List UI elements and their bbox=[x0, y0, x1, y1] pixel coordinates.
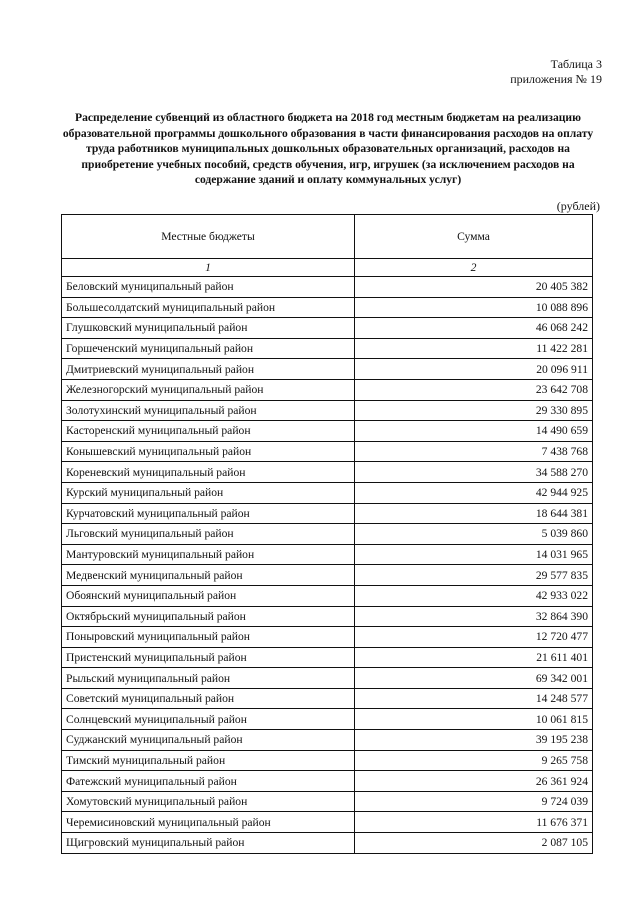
table-row bbox=[62, 771, 593, 792]
district-name: Щигровский муниципальный район bbox=[62, 833, 355, 854]
district-sum: 9 265 758 bbox=[355, 750, 593, 771]
district-sum: 9 724 039 bbox=[355, 791, 593, 812]
table-row bbox=[62, 277, 593, 298]
district-name: Поныровский муниципальный район bbox=[62, 627, 355, 648]
table-row bbox=[62, 318, 593, 339]
table-row bbox=[62, 585, 593, 606]
district-sum: 20 096 911 bbox=[355, 359, 593, 380]
table-row bbox=[62, 421, 593, 442]
district-name: Солнцевский муниципальный район bbox=[62, 709, 355, 730]
district-name: Железногорский муниципальный район bbox=[62, 379, 355, 400]
district-sum: 32 864 390 bbox=[355, 606, 593, 627]
table-row bbox=[62, 750, 593, 771]
budget-table bbox=[61, 214, 593, 854]
district-sum: 14 248 577 bbox=[355, 688, 593, 709]
district-sum: 12 720 477 bbox=[355, 627, 593, 648]
district-sum: 10 061 815 bbox=[355, 709, 593, 730]
district-sum: 14 490 659 bbox=[355, 421, 593, 442]
district-name: Касторенский муниципальный район bbox=[62, 421, 355, 442]
table-row bbox=[62, 791, 593, 812]
district-sum: 11 676 371 bbox=[355, 812, 593, 833]
district-sum: 18 644 381 bbox=[355, 503, 593, 524]
appendix-label: приложения № 19 bbox=[510, 72, 602, 86]
district-sum: 42 933 022 bbox=[355, 585, 593, 606]
district-sum: 39 195 238 bbox=[355, 730, 593, 751]
table-label: Таблица 3 bbox=[550, 57, 602, 71]
district-name: Кореневский муниципальный район bbox=[62, 462, 355, 483]
district-sum: 7 438 768 bbox=[355, 441, 593, 462]
table-row bbox=[62, 482, 593, 503]
district-name: Фатежский муниципальный район bbox=[62, 771, 355, 792]
table-row bbox=[62, 606, 593, 627]
district-sum: 14 031 965 bbox=[355, 544, 593, 565]
district-sum: 26 361 924 bbox=[355, 771, 593, 792]
units-label: (рублей) bbox=[556, 199, 600, 213]
district-sum: 34 588 270 bbox=[355, 462, 593, 483]
district-name: Курчатовский муниципальный район bbox=[62, 503, 355, 524]
district-name: Пристенский муниципальный район bbox=[62, 647, 355, 668]
document-title: Распределение субвенций из областного бюджета на 2018 год местным бюджетам на реализацию образовательной программы дошкольного образования в части финансирования расходов на оплату труда работников муниципальных дошкольных образовательных организаций, расходов на приобретение учебных пособий, средств обучения, игр, игрушек (за исключением расходов на содержание зданий и оплату коммунальных услуг) bbox=[62, 111, 594, 187]
district-name: Медвенский муниципальный район bbox=[62, 565, 355, 586]
district-sum: 2 087 105 bbox=[355, 833, 593, 854]
district-name: Октябрьский муниципальный район bbox=[62, 606, 355, 627]
district-name: Хомутовский муниципальный район bbox=[62, 791, 355, 812]
district-name: Дмитриевский муниципальный район bbox=[62, 359, 355, 380]
table-row bbox=[62, 565, 593, 586]
district-name: Черемисиновский муниципальный район bbox=[62, 812, 355, 833]
table-row bbox=[62, 812, 593, 833]
table-row bbox=[62, 503, 593, 524]
table-row bbox=[62, 338, 593, 359]
district-name: Конышевский муниципальный район bbox=[62, 441, 355, 462]
district-name: Курский муниципальный район bbox=[62, 482, 355, 503]
district-name: Обоянский муниципальный район bbox=[62, 585, 355, 606]
table-row bbox=[62, 668, 593, 689]
district-sum: 29 330 895 bbox=[355, 400, 593, 421]
header-row bbox=[62, 215, 593, 259]
column-header-budgets: Местные бюджеты bbox=[62, 215, 355, 259]
table-row bbox=[62, 400, 593, 421]
table-row bbox=[62, 297, 593, 318]
district-sum: 46 068 242 bbox=[355, 318, 593, 339]
table-row bbox=[62, 441, 593, 462]
table-row bbox=[62, 709, 593, 730]
district-sum: 69 342 001 bbox=[355, 668, 593, 689]
column-header-sum: Сумма bbox=[355, 215, 593, 259]
district-name: Льговский муниципальный район bbox=[62, 524, 355, 545]
district-name: Мантуровский муниципальный район bbox=[62, 544, 355, 565]
district-name: Суджанский муниципальный район bbox=[62, 730, 355, 751]
table-row bbox=[62, 359, 593, 380]
table-row bbox=[62, 833, 593, 854]
table-row bbox=[62, 688, 593, 709]
district-sum: 10 088 896 bbox=[355, 297, 593, 318]
table-row bbox=[62, 627, 593, 648]
table-row bbox=[62, 379, 593, 400]
district-sum: 20 405 382 bbox=[355, 277, 593, 298]
district-sum: 29 577 835 bbox=[355, 565, 593, 586]
column-number-2: 2 bbox=[355, 259, 593, 277]
column-number-1: 1 bbox=[62, 259, 355, 277]
district-name: Советский муниципальный район bbox=[62, 688, 355, 709]
district-name: Золотухинский муниципальный район bbox=[62, 400, 355, 421]
table-row bbox=[62, 647, 593, 668]
table-row bbox=[62, 462, 593, 483]
district-sum: 23 642 708 bbox=[355, 379, 593, 400]
district-sum: 42 944 925 bbox=[355, 482, 593, 503]
table-row bbox=[62, 730, 593, 751]
district-name: Большесолдатский муниципальный район bbox=[62, 297, 355, 318]
district-name: Глушковский муниципальный район bbox=[62, 318, 355, 339]
table-row bbox=[62, 544, 593, 565]
column-number-row bbox=[62, 259, 593, 277]
district-sum: 21 611 401 bbox=[355, 647, 593, 668]
district-name: Рыльский муниципальный район bbox=[62, 668, 355, 689]
district-sum: 11 422 281 bbox=[355, 338, 593, 359]
district-name: Беловский муниципальный район bbox=[62, 277, 355, 298]
district-sum: 5 039 860 bbox=[355, 524, 593, 545]
district-name: Горшеченский муниципальный район bbox=[62, 338, 355, 359]
table-row bbox=[62, 524, 593, 545]
district-name: Тимский муниципальный район bbox=[62, 750, 355, 771]
